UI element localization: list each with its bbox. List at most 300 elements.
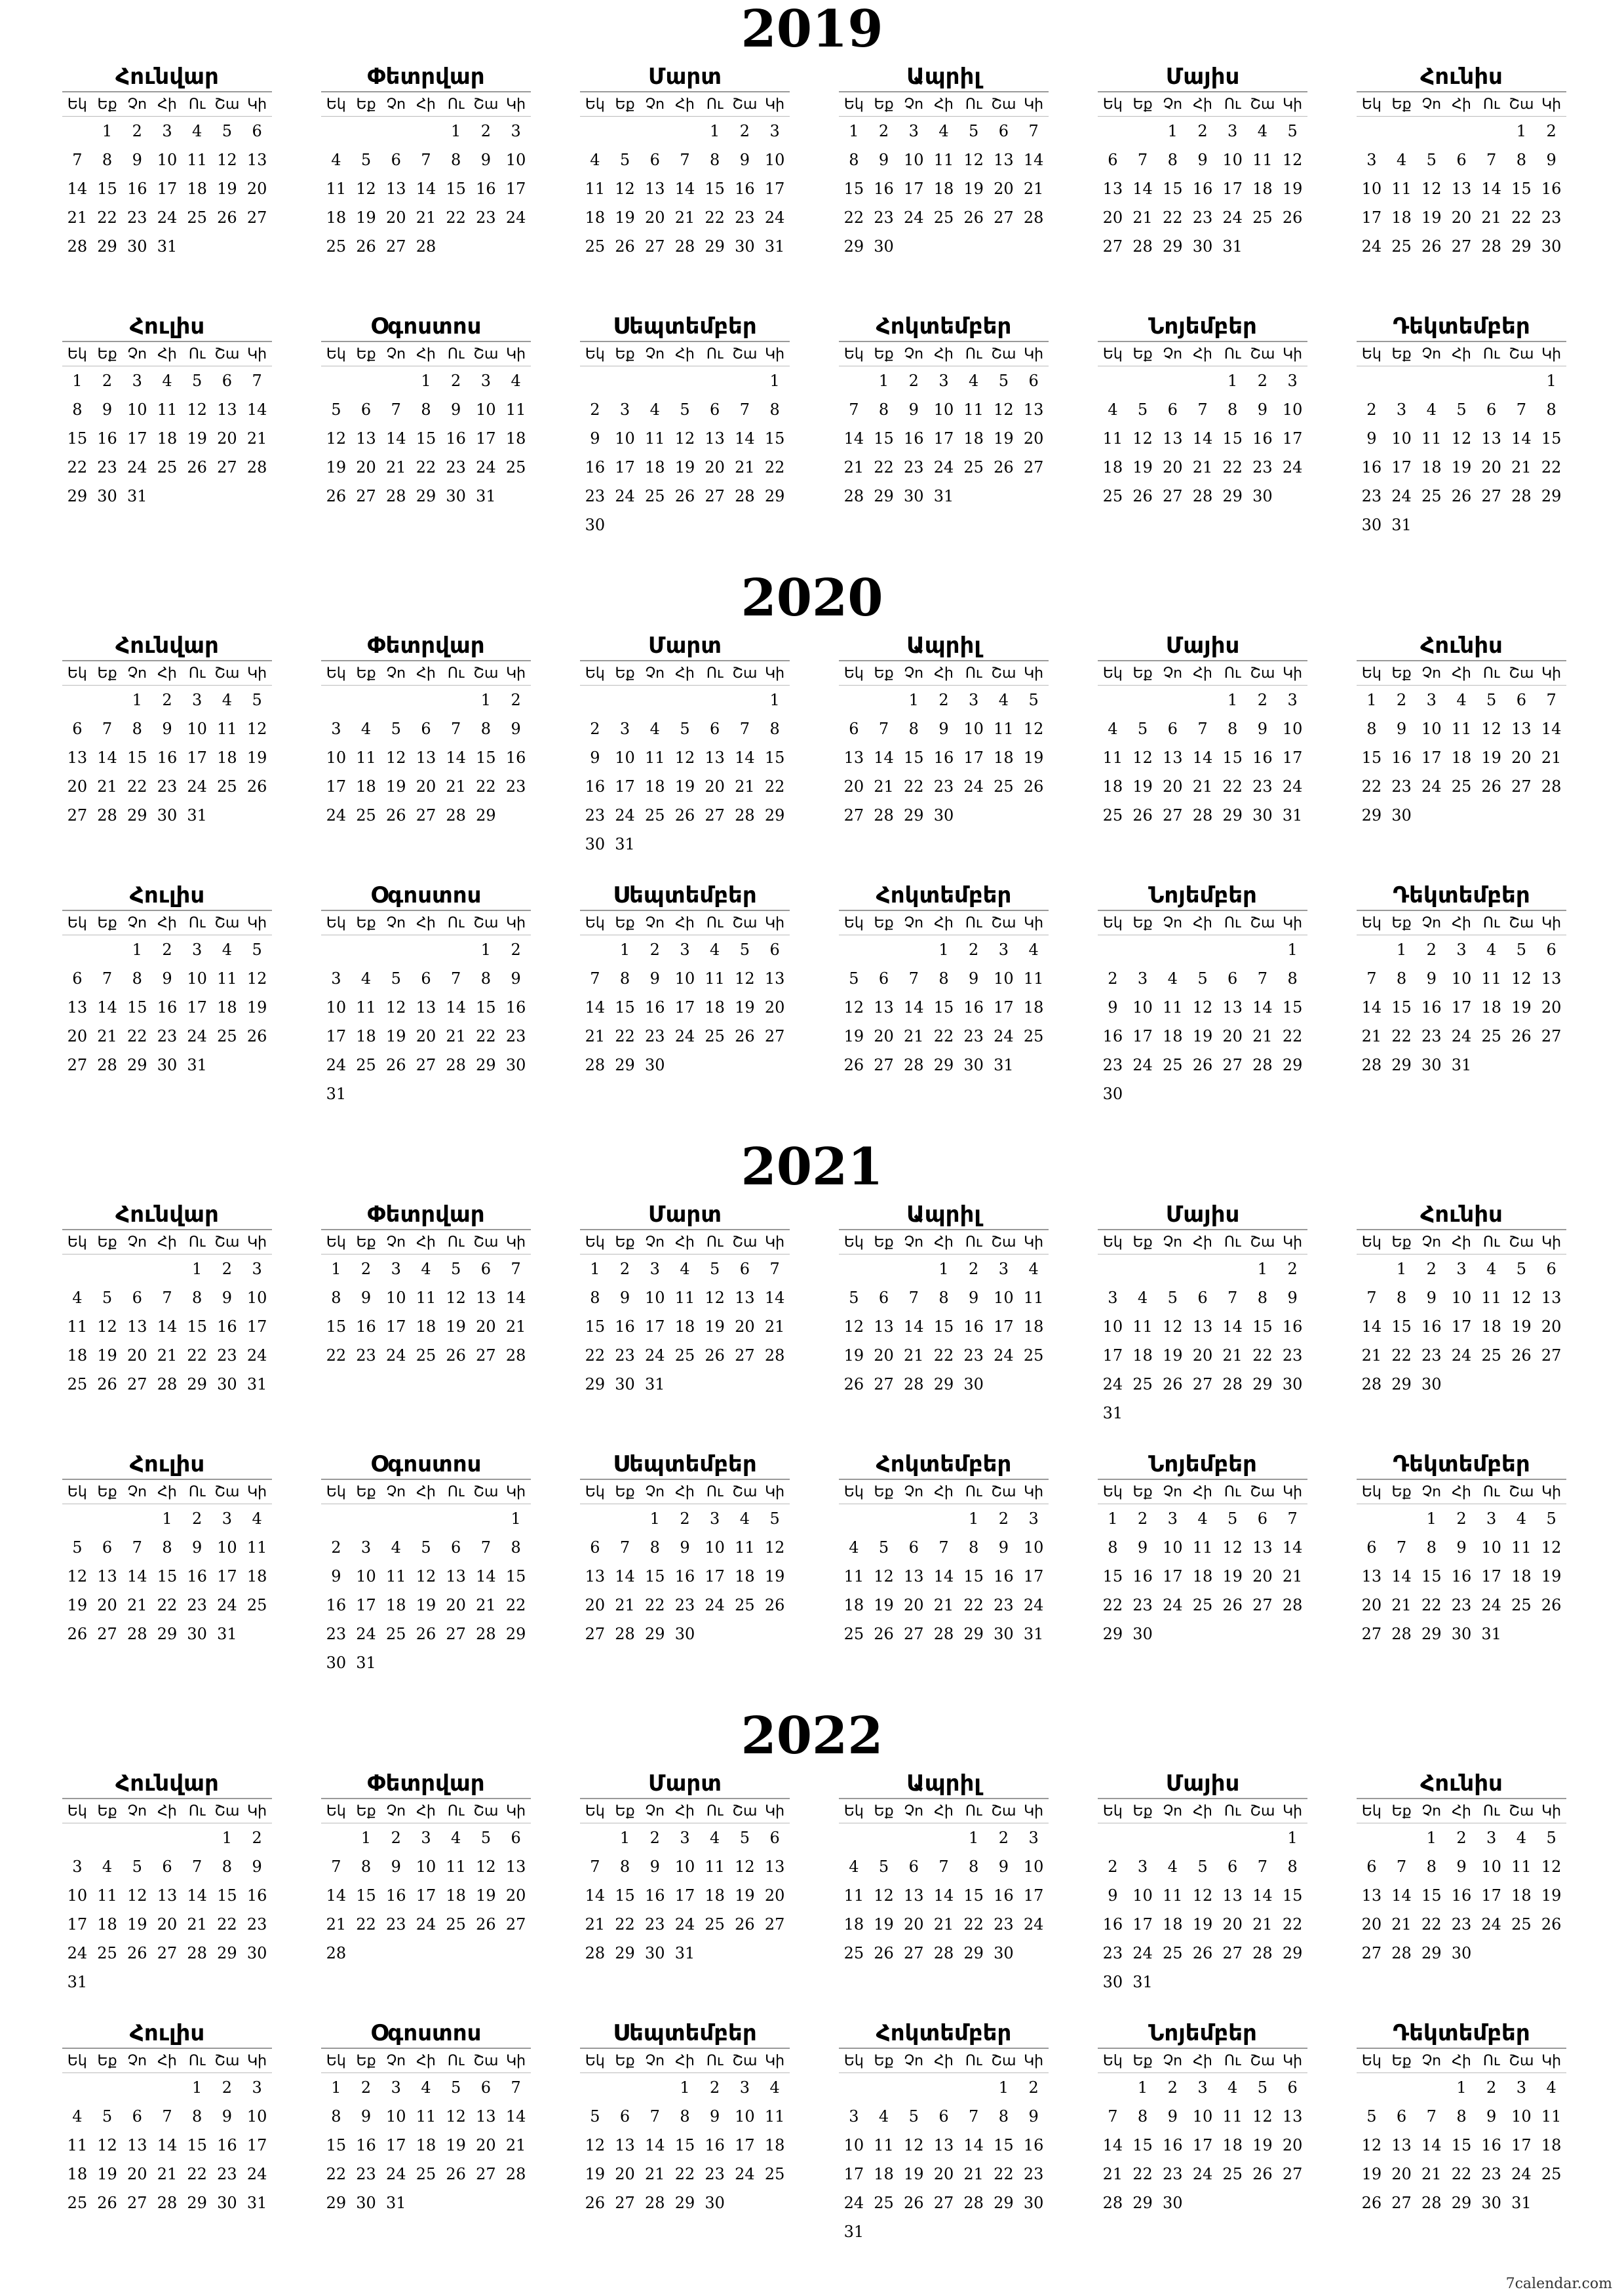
weekday-label: Եք bbox=[1128, 1799, 1158, 1823]
day-number: 6 bbox=[222, 372, 232, 390]
day-number: 31 bbox=[385, 2194, 406, 2212]
day-number: 4 bbox=[360, 720, 372, 738]
day-number: 28 bbox=[615, 1625, 635, 1643]
day-number: 27 bbox=[476, 1346, 496, 1365]
day-number: 17 bbox=[1511, 2136, 1532, 2154]
day-number: 24 bbox=[416, 1915, 436, 1934]
weekday-label: Կի bbox=[1277, 911, 1307, 935]
empty-day-cell bbox=[580, 686, 610, 715]
week-row bbox=[839, 1562, 1049, 1591]
weekday-label: Եկ bbox=[1098, 911, 1128, 935]
day-number: 2 bbox=[1028, 2078, 1039, 2097]
day-number: 11 bbox=[97, 1886, 117, 1905]
day-number: 2 bbox=[1486, 2078, 1497, 2097]
empty-day-cell bbox=[760, 2189, 790, 2217]
day-number: 31 bbox=[674, 1944, 695, 1962]
empty-day-cell bbox=[242, 482, 272, 511]
day-number: 5 bbox=[849, 1289, 859, 1307]
weekday-label: Եկ bbox=[580, 1799, 610, 1823]
weekday-label: Շա bbox=[212, 2049, 242, 2073]
day-number: 26 bbox=[903, 2194, 924, 2212]
day-number: 11 bbox=[246, 1538, 267, 1557]
empty-day-cell bbox=[381, 686, 411, 715]
empty-day-cell bbox=[700, 686, 730, 715]
day-number: 3 bbox=[421, 1829, 431, 1847]
weekday-label: Եք bbox=[92, 1480, 123, 1504]
day-number: 27 bbox=[705, 487, 725, 505]
week-row bbox=[1098, 366, 1307, 396]
day-number: 7 bbox=[102, 720, 113, 738]
day-number: 11 bbox=[1481, 1289, 1501, 1307]
weekday-label: Կի bbox=[501, 1480, 531, 1504]
weekday-label: Հի bbox=[1446, 1230, 1477, 1255]
day-number: 24 bbox=[644, 1346, 665, 1365]
empty-day-cell bbox=[1507, 1051, 1537, 1080]
day-number: 5 bbox=[391, 969, 401, 988]
weekday-header-row bbox=[1357, 1799, 1566, 1823]
weekday-header-row bbox=[321, 1799, 531, 1823]
week-row bbox=[1098, 2189, 1307, 2217]
day-number: 14 bbox=[1132, 180, 1153, 198]
day-number: 16 bbox=[933, 749, 954, 767]
empty-day-cell bbox=[869, 2217, 899, 2246]
weekday-label: Կի bbox=[242, 92, 272, 117]
weekday-label: Կի bbox=[501, 1230, 531, 1255]
day-number: 27 bbox=[1361, 1625, 1382, 1643]
day-number: 20 bbox=[1222, 1027, 1243, 1045]
weekday-label: Հի bbox=[411, 1230, 441, 1255]
day-number: 26 bbox=[1192, 1056, 1213, 1074]
day-number: 6 bbox=[1486, 400, 1497, 419]
weekday-label: Կի bbox=[242, 911, 272, 935]
empty-day-cell bbox=[1357, 1823, 1387, 1853]
day-number: 12 bbox=[1421, 180, 1442, 198]
day-number: 3 bbox=[998, 941, 1009, 959]
weekday-label: Ու bbox=[441, 92, 471, 117]
week-row bbox=[321, 1341, 531, 1370]
day-number: 11 bbox=[326, 180, 347, 198]
day-number: 21 bbox=[963, 2165, 984, 2183]
weekday-label: Ու bbox=[959, 92, 989, 117]
day-number: 10 bbox=[187, 720, 207, 738]
day-number: 20 bbox=[1451, 208, 1472, 227]
day-number: 14 bbox=[1102, 2136, 1123, 2154]
day-number: 23 bbox=[217, 1346, 237, 1365]
day-number: 25 bbox=[1023, 1027, 1044, 1045]
day-number: 26 bbox=[1132, 806, 1153, 825]
empty-day-cell bbox=[839, 1255, 869, 1284]
day-number: 14 bbox=[187, 1886, 207, 1905]
day-number: 11 bbox=[994, 720, 1014, 738]
day-number: 17 bbox=[385, 1317, 406, 1336]
day-number: 28 bbox=[585, 1056, 606, 1074]
day-number: 9 bbox=[162, 969, 172, 988]
day-number: 18 bbox=[735, 1567, 755, 1586]
empty-day-cell bbox=[1188, 1399, 1218, 1428]
day-number: 2 bbox=[649, 1829, 660, 1847]
day-number: 21 bbox=[764, 1317, 785, 1336]
weekday-label: Ու bbox=[1218, 661, 1248, 686]
empty-day-cell bbox=[929, 1823, 959, 1853]
day-number: 30 bbox=[326, 1654, 347, 1672]
month-name: Մայիս bbox=[1098, 62, 1307, 92]
month-calendar bbox=[1357, 2019, 1566, 2217]
day-number: 19 bbox=[615, 208, 635, 227]
day-number: 19 bbox=[217, 180, 237, 198]
week-row bbox=[321, 1648, 531, 1677]
week-row bbox=[580, 174, 790, 203]
month-name: Հունվար bbox=[62, 62, 272, 92]
day-number: 24 bbox=[1282, 777, 1303, 796]
day-number: 20 bbox=[1511, 749, 1532, 767]
day-number: 11 bbox=[963, 400, 984, 419]
day-number: 14 bbox=[933, 1567, 954, 1586]
day-number: 4 bbox=[192, 122, 203, 140]
day-number: 18 bbox=[1481, 1317, 1501, 1336]
month-name: Մայիս bbox=[1098, 1769, 1307, 1799]
week-row bbox=[1098, 395, 1307, 424]
day-number: 2 bbox=[969, 1260, 979, 1278]
empty-day-cell bbox=[1507, 1939, 1537, 1968]
day-number: 5 bbox=[1287, 122, 1298, 140]
day-number: 12 bbox=[416, 1567, 436, 1586]
week-row bbox=[62, 1968, 272, 1996]
week-row bbox=[839, 1852, 1049, 1881]
month-calendar bbox=[321, 62, 531, 261]
day-number: 4 bbox=[938, 122, 949, 140]
day-number: 31 bbox=[1451, 1056, 1472, 1074]
day-number: 9 bbox=[998, 1538, 1009, 1557]
day-number: 5 bbox=[739, 1829, 750, 1847]
day-number: 22 bbox=[903, 777, 924, 796]
empty-day-cell bbox=[670, 511, 700, 539]
day-number: 23 bbox=[1162, 2165, 1183, 2183]
day-number: 26 bbox=[585, 2194, 606, 2212]
week-row bbox=[839, 1939, 1049, 1968]
day-number: 14 bbox=[615, 1567, 635, 1586]
day-number: 19 bbox=[126, 1915, 147, 1934]
weekday-label: Չո bbox=[381, 661, 411, 686]
empty-day-cell bbox=[381, 1080, 411, 1108]
week-row bbox=[321, 1080, 531, 1108]
day-number: 30 bbox=[1252, 487, 1273, 505]
day-number: 21 bbox=[1222, 1346, 1243, 1365]
weekday-label: Եք bbox=[610, 1230, 640, 1255]
day-number: 2 bbox=[1456, 1829, 1467, 1847]
month-name: Նոյեմբեր bbox=[1098, 2019, 1307, 2049]
day-number: 4 bbox=[72, 1289, 83, 1307]
week-row bbox=[580, 1051, 790, 1080]
weekday-label: Եկ bbox=[62, 911, 92, 935]
weekday-label: Հի bbox=[1446, 2049, 1477, 2073]
weekday-label: Չո bbox=[1157, 2049, 1188, 2073]
week-row bbox=[1357, 2189, 1566, 2217]
empty-day-cell bbox=[1507, 366, 1537, 396]
month-grid bbox=[1357, 342, 1566, 539]
day-number: 22 bbox=[505, 1596, 526, 1614]
day-number: 31 bbox=[1282, 806, 1303, 825]
empty-day-cell bbox=[959, 801, 989, 830]
week-row bbox=[62, 146, 272, 174]
day-number: 13 bbox=[505, 1858, 526, 1876]
day-number: 6 bbox=[710, 720, 720, 738]
weekday-label: Չո bbox=[122, 911, 152, 935]
week-row bbox=[580, 453, 790, 482]
day-number: 24 bbox=[615, 487, 635, 505]
day-number: 18 bbox=[1391, 208, 1412, 227]
day-number: 7 bbox=[1197, 400, 1208, 419]
day-number: 4 bbox=[1257, 122, 1267, 140]
day-number: 4 bbox=[1516, 1509, 1526, 1528]
day-number: 11 bbox=[1162, 1886, 1183, 1905]
month-calendar bbox=[62, 1200, 272, 1399]
weekday-label: Եկ bbox=[1357, 1480, 1387, 1504]
empty-day-cell bbox=[92, 2073, 123, 2103]
day-number: 31 bbox=[67, 1973, 88, 1991]
day-number: 25 bbox=[1421, 487, 1442, 505]
day-number: 22 bbox=[1282, 1915, 1303, 1934]
month-name: Սեպտեմբեր bbox=[580, 312, 790, 342]
weekday-label: Շա bbox=[989, 1799, 1019, 1823]
weekday-label: Չո bbox=[122, 1230, 152, 1255]
week-row bbox=[580, 1504, 790, 1534]
day-number: 11 bbox=[1102, 749, 1123, 767]
day-number: 28 bbox=[1541, 777, 1562, 796]
day-number: 14 bbox=[764, 1289, 785, 1307]
empty-day-cell bbox=[1098, 2073, 1128, 2103]
weekday-label: Եք bbox=[1387, 1480, 1417, 1504]
day-number: 12 bbox=[446, 2107, 466, 2126]
day-number: 18 bbox=[385, 1596, 406, 1614]
day-number: 25 bbox=[1481, 1027, 1501, 1045]
day-number: 22 bbox=[615, 1027, 635, 1045]
week-row bbox=[321, 993, 531, 1022]
day-number: 16 bbox=[385, 1886, 406, 1905]
empty-day-cell bbox=[670, 1051, 700, 1080]
day-number: 13 bbox=[67, 749, 88, 767]
day-number: 7 bbox=[878, 720, 889, 738]
day-number: 13 bbox=[1252, 1538, 1273, 1557]
weekday-label: Չո bbox=[122, 342, 152, 366]
day-number: 18 bbox=[705, 1886, 725, 1905]
day-number: 10 bbox=[1481, 1858, 1501, 1876]
day-number: 20 bbox=[1282, 2136, 1303, 2154]
day-number: 30 bbox=[1192, 237, 1213, 256]
day-number: 20 bbox=[1541, 998, 1562, 1017]
month-calendar bbox=[62, 881, 272, 1080]
empty-day-cell bbox=[1128, 366, 1158, 396]
day-number: 6 bbox=[1516, 691, 1526, 709]
weekday-label: Եկ bbox=[62, 1230, 92, 1255]
day-number: 26 bbox=[843, 1375, 864, 1393]
day-number: 4 bbox=[222, 941, 232, 959]
day-number: 7 bbox=[908, 969, 919, 988]
day-number: 12 bbox=[1511, 1289, 1532, 1307]
weekday-label: Եկ bbox=[580, 1480, 610, 1504]
empty-day-cell bbox=[760, 1051, 790, 1080]
day-number: 3 bbox=[331, 720, 341, 738]
week-row bbox=[580, 1620, 790, 1648]
weekday-header-row bbox=[1098, 1480, 1307, 1504]
day-number: 2 bbox=[1197, 122, 1208, 140]
day-number: 8 bbox=[1228, 400, 1238, 419]
empty-day-cell bbox=[839, 366, 869, 396]
day-number: 15 bbox=[476, 998, 496, 1017]
day-number: 31 bbox=[246, 1375, 267, 1393]
day-number: 29 bbox=[1391, 1056, 1412, 1074]
empty-day-cell bbox=[1477, 1370, 1507, 1399]
empty-day-cell bbox=[1157, 1620, 1188, 1648]
weekday-label: Կի bbox=[1277, 92, 1307, 117]
day-number: 23 bbox=[126, 208, 147, 227]
day-number: 24 bbox=[1222, 208, 1243, 227]
day-number: 18 bbox=[67, 1346, 88, 1365]
week-row bbox=[839, 2160, 1049, 2189]
month-grid bbox=[1098, 1230, 1307, 1428]
day-number: 13 bbox=[1102, 180, 1123, 198]
week-row bbox=[1357, 1852, 1566, 1881]
month-grid bbox=[321, 911, 531, 1108]
day-number: 28 bbox=[1252, 1944, 1273, 1962]
week-row bbox=[321, 424, 531, 453]
day-number: 7 bbox=[1546, 691, 1556, 709]
week-row bbox=[1098, 453, 1307, 482]
day-number: 1 bbox=[938, 941, 949, 959]
day-number: 27 bbox=[505, 1915, 526, 1934]
weekday-label: Ու bbox=[959, 1799, 989, 1823]
day-number: 19 bbox=[674, 777, 695, 796]
day-number: 23 bbox=[157, 777, 178, 796]
empty-day-cell bbox=[1218, 1255, 1248, 1284]
empty-day-cell bbox=[381, 1504, 411, 1534]
day-number: 24 bbox=[674, 1915, 695, 1934]
empty-day-cell bbox=[1387, 1504, 1417, 1534]
day-number: 26 bbox=[1541, 1915, 1562, 1934]
weekday-label: Եկ bbox=[321, 1230, 351, 1255]
month-grid bbox=[839, 1480, 1049, 1648]
day-number: 14 bbox=[1391, 1567, 1412, 1586]
day-number: 8 bbox=[102, 151, 113, 169]
empty-day-cell bbox=[1018, 1939, 1049, 1968]
day-number: 4 bbox=[162, 372, 172, 390]
day-number: 21 bbox=[1481, 208, 1501, 227]
weekday-label: Չո bbox=[899, 342, 929, 366]
day-number: 17 bbox=[217, 1567, 237, 1586]
week-row bbox=[321, 1562, 531, 1591]
day-number: 28 bbox=[246, 458, 267, 477]
day-number: 10 bbox=[1023, 1538, 1044, 1557]
weekday-label: Եկ bbox=[1357, 342, 1387, 366]
month-grid bbox=[321, 342, 531, 511]
day-number: 7 bbox=[1366, 969, 1377, 988]
week-row bbox=[62, 2131, 272, 2160]
day-number: 29 bbox=[1541, 487, 1562, 505]
empty-day-cell bbox=[839, 1823, 869, 1853]
day-number: 24 bbox=[1132, 1944, 1153, 1962]
day-number: 29 bbox=[933, 1056, 954, 1074]
day-number: 24 bbox=[356, 1625, 376, 1643]
weekday-label: Եք bbox=[351, 1799, 381, 1823]
day-number: 26 bbox=[246, 777, 267, 796]
weekday-label: Եք bbox=[1387, 1799, 1417, 1823]
day-number: 16 bbox=[476, 180, 496, 198]
day-number: 3 bbox=[1456, 941, 1467, 959]
month-grid bbox=[839, 911, 1049, 1080]
week-row bbox=[1357, 1533, 1566, 1562]
day-number: 1 bbox=[102, 122, 113, 140]
weekday-label: Շա bbox=[471, 92, 501, 117]
day-number: 31 bbox=[187, 806, 207, 825]
week-row bbox=[580, 424, 790, 453]
day-number: 9 bbox=[451, 400, 461, 419]
empty-day-cell bbox=[1357, 1504, 1387, 1534]
empty-day-cell bbox=[1157, 366, 1188, 396]
weekday-label: Եկ bbox=[321, 911, 351, 935]
weekday-label: Շա bbox=[989, 911, 1019, 935]
day-number: 23 bbox=[585, 806, 606, 825]
empty-day-cell bbox=[839, 2073, 869, 2103]
day-number: 6 bbox=[1287, 2078, 1298, 2097]
weekday-label: Եկ bbox=[62, 92, 92, 117]
weekday-label: Ու bbox=[959, 1230, 989, 1255]
day-number: 1 bbox=[1456, 2078, 1467, 2097]
day-number: 10 bbox=[126, 400, 147, 419]
day-number: 30 bbox=[246, 1944, 267, 1962]
weekday-label: Ու bbox=[959, 342, 989, 366]
weekday-label: Կի bbox=[1277, 661, 1307, 686]
empty-day-cell bbox=[1188, 686, 1218, 715]
day-number: 30 bbox=[705, 2194, 725, 2212]
weekday-label: Կի bbox=[1536, 2049, 1566, 2073]
empty-day-cell bbox=[989, 2217, 1019, 2246]
day-number: 27 bbox=[1451, 237, 1472, 256]
week-row bbox=[1098, 1370, 1307, 1399]
day-number: 28 bbox=[963, 2194, 984, 2212]
day-number: 23 bbox=[1023, 2165, 1044, 2183]
month-name: Դեկտեմբեր bbox=[1357, 2019, 1566, 2049]
day-number: 8 bbox=[1287, 969, 1298, 988]
week-row bbox=[839, 1312, 1049, 1341]
weekday-label: Հի bbox=[1446, 1480, 1477, 1504]
day-number: 19 bbox=[874, 1596, 894, 1614]
day-number: 11 bbox=[1252, 151, 1273, 169]
weekday-label: Ու bbox=[441, 1230, 471, 1255]
day-number: 5 bbox=[72, 1538, 83, 1557]
month-grid bbox=[321, 1480, 531, 1677]
month-name: Օգոստոս bbox=[321, 1450, 531, 1480]
weekday-label: Հի bbox=[929, 1480, 959, 1504]
weekday-label: Շա bbox=[1507, 92, 1537, 117]
empty-day-cell bbox=[381, 366, 411, 396]
day-number: 22 bbox=[1391, 1346, 1412, 1365]
weekday-label: Չո bbox=[640, 1480, 670, 1504]
day-number: 14 bbox=[963, 2136, 984, 2154]
day-number: 9 bbox=[1137, 1538, 1148, 1557]
empty-day-cell bbox=[1248, 935, 1278, 965]
weekday-label: Կի bbox=[1018, 1799, 1049, 1823]
weekday-label: Կի bbox=[501, 911, 531, 935]
month-calendar bbox=[1357, 631, 1566, 830]
day-number: 28 bbox=[446, 1056, 466, 1074]
week-row bbox=[1357, 1022, 1566, 1051]
day-number: 6 bbox=[590, 1538, 600, 1557]
day-number: 5 bbox=[680, 400, 690, 419]
month-grid bbox=[839, 661, 1049, 830]
week-row bbox=[321, 1591, 531, 1620]
week-row bbox=[1098, 482, 1307, 511]
day-number: 6 bbox=[710, 400, 720, 419]
empty-day-cell bbox=[122, 1823, 152, 1853]
